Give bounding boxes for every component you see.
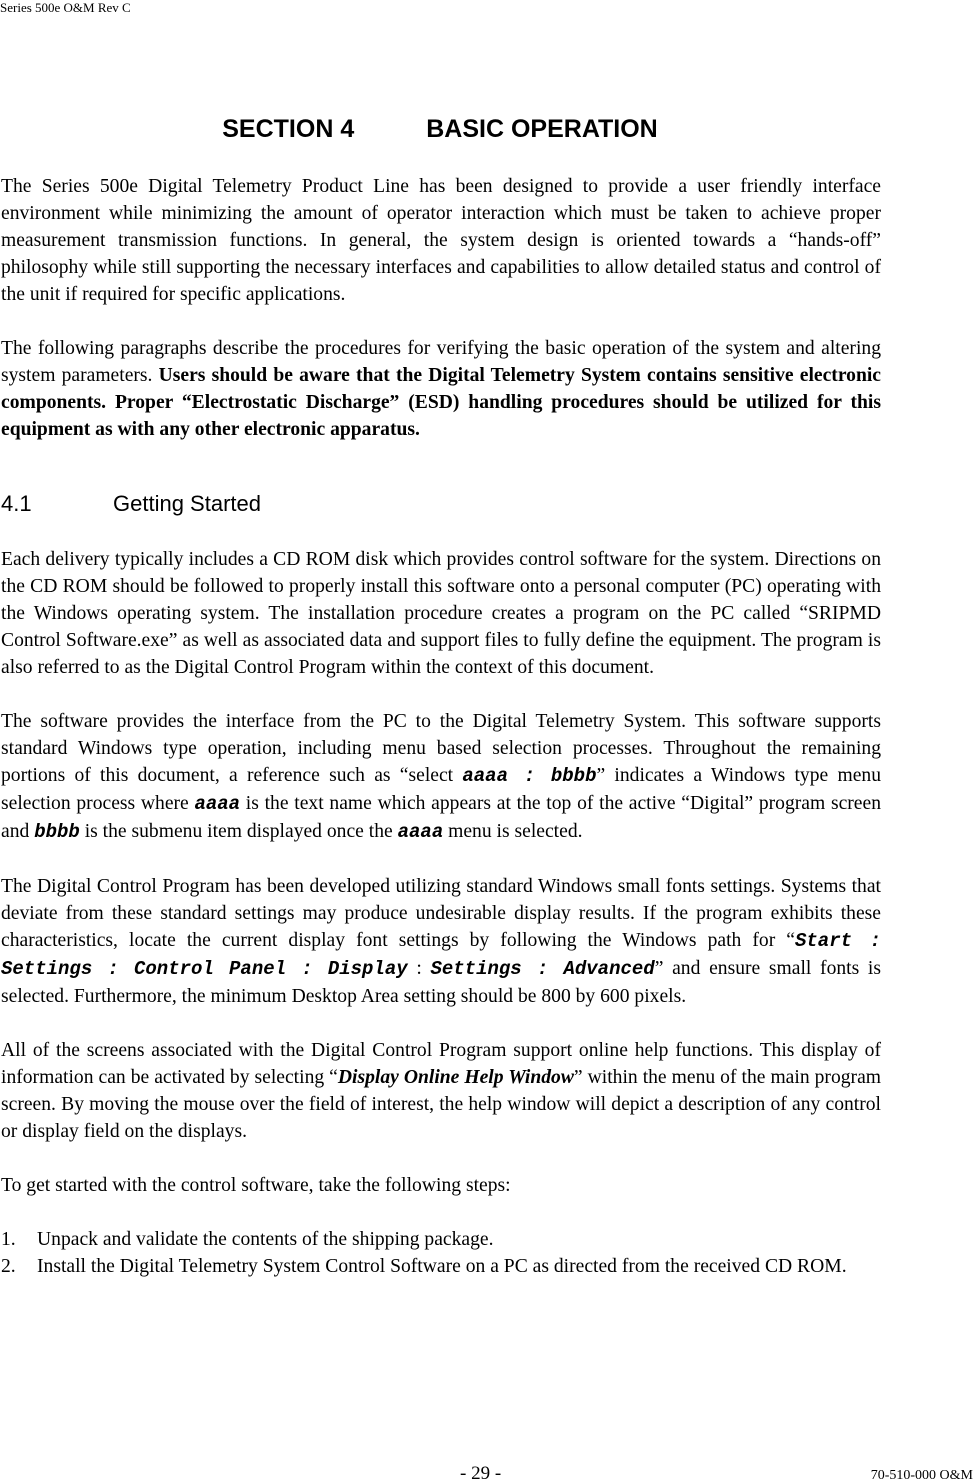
page-number: - 29 -: [460, 1463, 502, 1484]
text-run: The software provides the interface from the PC to the Digital Telemetry System. This software supports standard Windows type operation, including menu based selection processes. Throughout the remaining portions of this document, a reference such as “select: [1, 711, 881, 786]
menu-item-reference: Display Online Help Window: [337, 1067, 574, 1088]
menu-code: aaaa: [397, 821, 444, 843]
menu-code: bbbb: [34, 821, 80, 843]
text-run: ” within the menu of the main program screen. By moving the mouse over the field of interest, the help window will depict a description of any control or display field on the displays.: [1, 1067, 882, 1142]
text-run: ” and ensure small fonts is selected. Furthermore, the minimum Desktop Area setting should be 800 by 600 pixels.: [1, 958, 881, 1007]
steps-list: [1, 1226, 881, 1280]
esd-warning: Users should be aware that the Digital Telemetry System contains sensitive electronic components. Proper “Electrostatic Discharge” (ESD) handling procedures should be utilized for this equipment as with any other electronic apparatus.: [1, 365, 882, 440]
section-title: BASIC OPERATION: [426, 115, 658, 143]
text-run: is the submenu item displayed once the: [79, 821, 398, 842]
step-number: 2.: [1, 1256, 16, 1277]
step-number: 1.: [1, 1229, 16, 1250]
text-run: ” indicates a Windows type menu selection process where: [1, 765, 881, 814]
font-settings-paragraph: [1, 873, 881, 1010]
subsection-number: 4.1: [1, 491, 32, 516]
document-body: [1, 173, 881, 1280]
list-item: [1, 1226, 881, 1253]
subsection-title: Getting Started: [113, 491, 261, 516]
cdrom-paragraph: Each delivery typically includes a CD ROM disk which provides control software for the system. Directions on the CD ROM should be followed to properly install this software onto a personal computer (PC) operating with the Windows operating system. The installation procedure creates a program on the PC called “SRIPMD Control Software.exe” as well as associated data and support files to fully define the equipment. The program is also referred to as the Digital Control Program within the context of this document.: [1, 549, 881, 678]
steps-intro: To get started with the control software, take the following steps:: [1, 1175, 511, 1196]
running-header: Series 500e O&M Rev C: [0, 0, 131, 15]
esd-paragraph: [1, 335, 881, 443]
subsection-heading: [1, 489, 881, 519]
text-run: is the text name which appears at the top of the active “Digital” program screen and: [1, 793, 881, 842]
document-number: 70-510-000 O&M: [870, 1468, 973, 1483]
text-run: menu is selected.: [443, 821, 583, 842]
step-text: Unpack and validate the contents of the shipping package.: [37, 1229, 494, 1250]
intro-paragraph: The Series 500e Digital Telemetry Product Line has been designed to provide a user friendly interface environment while minimizing the amount of operator interaction which must be taken to achieve proper measurement transmission functions. In general, the system design is oriented towards a “hands-off” philosophy while still supporting the necessary interfaces and capabilities to allow detailed status and control of the unit if required for specific applications.: [1, 176, 881, 305]
menu-code: aaaa: [194, 793, 241, 815]
menu-convention-paragraph: [1, 708, 881, 846]
menu-code: Settings : Advanced: [430, 958, 655, 980]
text-run: The Digital Control Program has been developed utilizing standard Windows small fonts settings. Systems that deviate from these standard settings may produce undesirable display results. If the program exhibits these characteristics, locate the current display font settings by following the Windows path for “: [1, 876, 881, 951]
help-paragraph: [1, 1037, 881, 1145]
section-heading: [0, 113, 880, 145]
text-run: All of the screens associated with the Digital Control Program support online help functions. This display of information can be activated by selecting “: [1, 1040, 881, 1088]
text-run: :: [407, 958, 431, 979]
menu-code: Start : Settings : Control Panel : Display: [1, 930, 881, 980]
menu-code: aaaa : bbbb: [462, 765, 597, 787]
esd-paragraph-text: The following paragraphs describe the procedures for verifying the basic operation of the system and altering system parameters.: [1, 338, 881, 386]
step-text: Install the Digital Telemetry System Control Software on a PC as directed from the received CD ROM.: [37, 1256, 847, 1277]
list-item: [1, 1253, 881, 1280]
section-number: SECTION 4: [222, 115, 355, 143]
